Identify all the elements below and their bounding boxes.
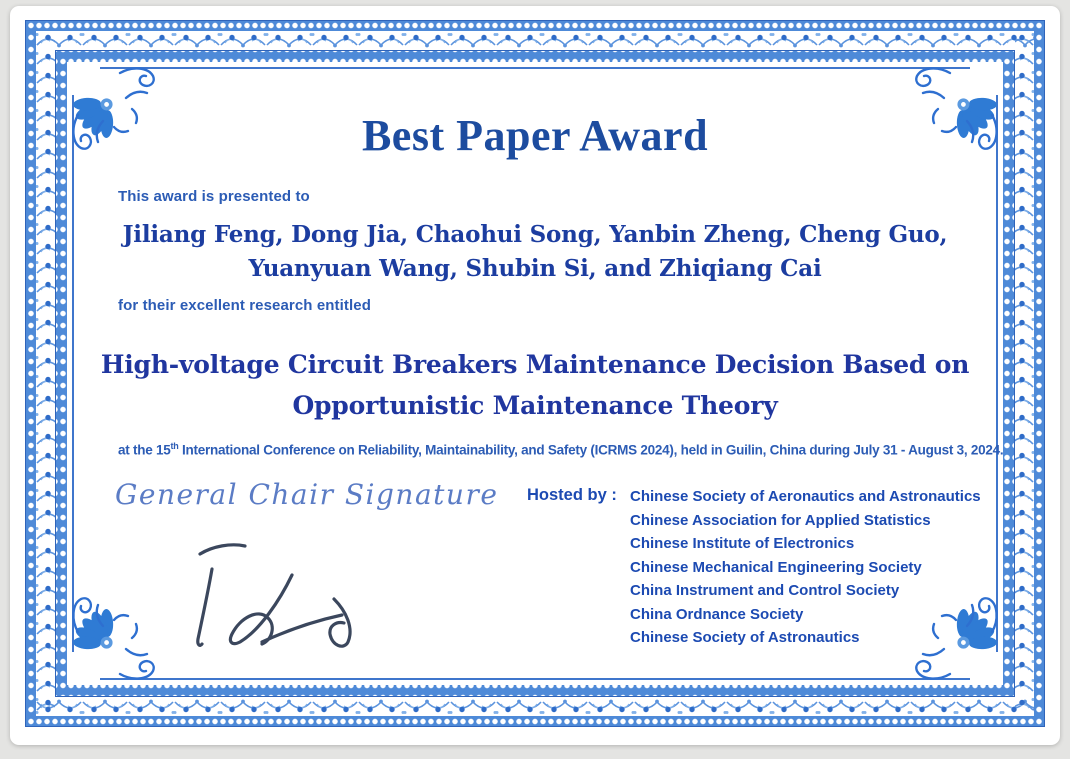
host-item: Chinese Society of Astronautics xyxy=(630,629,860,646)
paper-title xyxy=(0,344,1070,426)
hosted-by-label: Hosted by : xyxy=(527,486,617,504)
conference-rest: International Conference on Reliability, Maintainability, and Safety (ICRMS 2024), held in Guilin, China during July 31 - August 3, 2024. xyxy=(178,442,1004,458)
presented-to-line: This award is presented to xyxy=(118,188,310,205)
paper-title-line2: Opportunistic Maintenance Theory xyxy=(292,391,778,420)
general-chair-signature-label: General Chair Signature xyxy=(115,478,499,511)
award-title: Best Paper Award xyxy=(361,111,709,160)
research-entitled-line: for their excellent research entitled xyxy=(118,297,371,314)
host-organizations-list xyxy=(630,485,981,650)
host-item: Chinese Institute of Electronics xyxy=(630,535,855,552)
host-item: China Ordnance Society xyxy=(630,605,804,623)
author-names xyxy=(0,218,1070,286)
signature-scribble xyxy=(183,534,398,659)
host-item: Chinese Association for Applied Statistics xyxy=(630,511,931,529)
conference-line xyxy=(118,441,1010,458)
author-names-line2: Yuanyuan Wang, Shubin Si, and Zhiqiang Cai xyxy=(248,255,822,282)
conference-prefix: at the 15 xyxy=(118,442,171,458)
conference-ordinal-sup: th xyxy=(170,441,179,451)
host-item: China Instrument and Control Society xyxy=(630,582,900,599)
host-item: Chinese Society of Aeronautics and Astronautics xyxy=(630,488,981,505)
author-names-line1: Jiliang Feng, Dong Jia, Chaohui Song, Yanbin Zheng, Cheng Guo, xyxy=(122,221,948,248)
paper-title-line1: High-voltage Circuit Breakers Maintenance Decision Based on xyxy=(100,350,970,379)
host-item: Chinese Mechanical Engineering Society xyxy=(630,558,922,576)
